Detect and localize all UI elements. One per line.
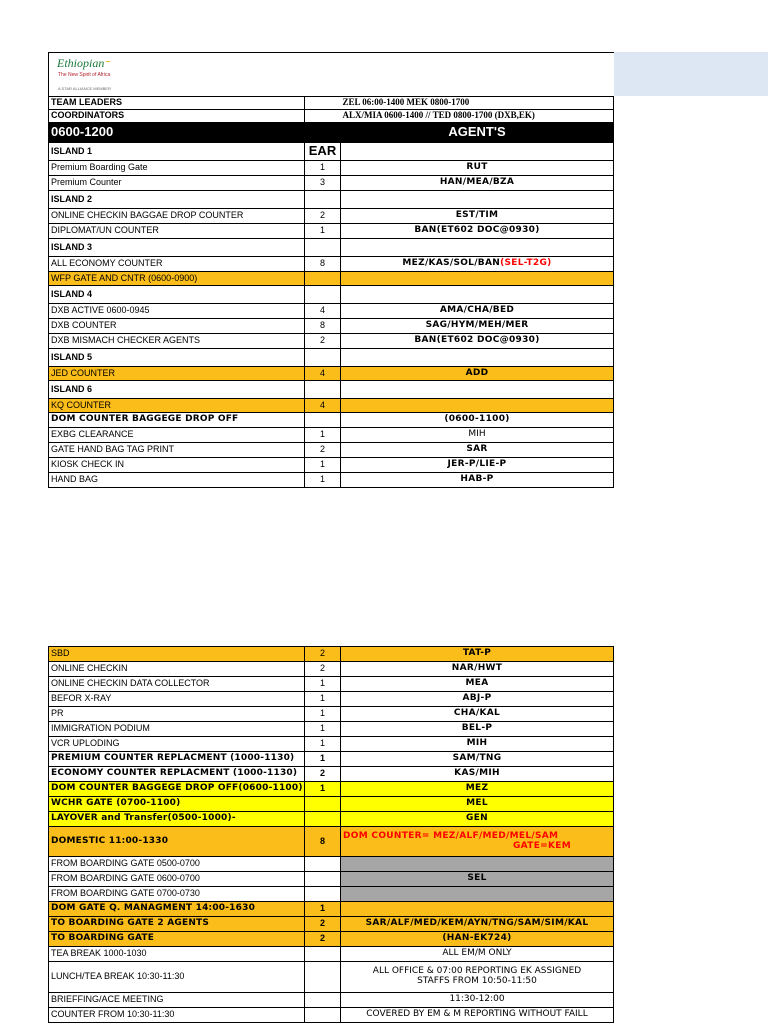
count-cell <box>305 872 341 887</box>
task-cell: IMMIGRATION PODIUM <box>49 722 305 737</box>
agents-cell: SEL <box>341 872 614 887</box>
logo-swoosh-icon: ~ <box>105 57 111 68</box>
table-row <box>49 97 614 110</box>
table-row <box>49 887 614 902</box>
table-row <box>49 962 614 993</box>
task-cell: ECONOMY COUNTER REPLACMENT (1000-1130) <box>49 767 305 782</box>
agents-cell: CHA/KAL <box>341 707 614 722</box>
count-cell: 1 <box>305 224 341 239</box>
agents-cell: ADD <box>341 367 614 381</box>
ethiopian-airlines-logo <box>53 54 145 94</box>
count-cell: 2 <box>305 443 341 458</box>
count-cell: 1 <box>305 902 341 917</box>
count-cell: 1 <box>305 692 341 707</box>
task-cell: BRIEFFING/ACE MEETING <box>49 993 305 1008</box>
count-cell: 1 <box>305 722 341 737</box>
task-cell: ONLINE CHECKIN BAGGAE DROP COUNTER <box>49 209 305 224</box>
task-cell: DXB ACTIVE 0600-0945 <box>49 304 305 319</box>
count-cell: 2 <box>305 209 341 224</box>
task-cell: LAYOVER and Transfer(0500-1000)- <box>49 812 305 827</box>
agents-cell: GEN <box>341 812 614 827</box>
task-cell: SBD <box>49 647 305 662</box>
table-row <box>49 857 614 872</box>
task-cell: KQ COUNTER <box>49 399 305 413</box>
roster-table-bottom <box>48 646 614 1023</box>
table-row <box>49 473 614 488</box>
task-cell: ISLAND 6 <box>49 381 305 399</box>
agents-cell: MIH <box>341 428 614 443</box>
agents-cell: (HAN-EK724) <box>341 932 614 947</box>
table-row <box>49 993 614 1008</box>
task-cell: ALL ECONOMY COUNTER <box>49 257 305 272</box>
table-row <box>49 191 614 209</box>
table-row <box>49 872 614 887</box>
agents-cell: TAT-P <box>341 647 614 662</box>
agents-cell: MEZ <box>341 782 614 797</box>
table-row <box>49 123 614 143</box>
table-row <box>49 143 614 161</box>
count-cell <box>305 123 341 143</box>
table-row <box>49 692 614 707</box>
agents-cell: KAS/MIH <box>341 767 614 782</box>
task-cell: TEA BREAK 1000-1030 <box>49 947 305 962</box>
agents-cell <box>341 381 614 399</box>
count-cell: 8 <box>305 319 341 334</box>
count-cell <box>305 191 341 209</box>
agents-cell: (0600-1100) <box>341 413 614 428</box>
table-row <box>49 381 614 399</box>
count-cell <box>305 110 341 123</box>
count-cell <box>305 962 341 993</box>
table-row <box>49 722 614 737</box>
task-cell: ONLINE CHECKIN <box>49 662 305 677</box>
task-cell: FROM BOARDING GATE 0500-0700 <box>49 857 305 872</box>
agents-cell: HAN/MEA/BZA <box>341 176 614 191</box>
agents-cell: BAN(ET602 DOC@0930) <box>341 334 614 349</box>
task-cell: DOM COUNTER BAGGEGE DROP OFF <box>49 413 305 428</box>
roster-table-top <box>48 96 614 488</box>
agents-cell <box>341 857 614 872</box>
count-cell: 4 <box>305 367 341 381</box>
task-cell: KIOSK CHECK IN <box>49 458 305 473</box>
count-cell <box>305 993 341 1008</box>
table-row <box>49 428 614 443</box>
count-cell: 4 <box>305 399 341 413</box>
agents-cell: BAN(ET602 DOC@0930) <box>341 224 614 239</box>
count-cell: 2 <box>305 767 341 782</box>
table-row <box>49 1008 614 1023</box>
agents-cell <box>341 902 614 917</box>
agents-cell: SAM/TNG <box>341 752 614 767</box>
logo-tagline: The New Spirit of Africa <box>58 72 111 78</box>
table-row <box>49 209 614 224</box>
agents-cell: MEL <box>341 797 614 812</box>
agents-cell <box>341 827 614 857</box>
agents-cell: 11:30-12:00 <box>341 993 614 1008</box>
agents-cell: BEL-P <box>341 722 614 737</box>
task-cell: HAND BAG <box>49 473 305 488</box>
count-cell: 2 <box>305 932 341 947</box>
task-cell: COORDINATORS <box>49 110 305 123</box>
table-row <box>49 443 614 458</box>
count-cell <box>305 1008 341 1023</box>
agents-cell: MEA <box>341 677 614 692</box>
task-cell: Premium Boarding Gate <box>49 161 305 176</box>
logo-subline: A STAR ALLIANCE MEMBER <box>58 86 111 91</box>
count-cell <box>305 272 341 286</box>
task-cell: Premium Counter <box>49 176 305 191</box>
count-cell <box>305 413 341 428</box>
agents-cell: COVERED BY EM & M REPORTING WITHOUT FAILL <box>341 1008 614 1023</box>
task-cell: BEFOR X-RAY <box>49 692 305 707</box>
table-row <box>49 110 614 123</box>
count-cell <box>305 857 341 872</box>
count-cell: 1 <box>305 473 341 488</box>
agents-cell: HAB-P <box>341 473 614 488</box>
count-cell: 1 <box>305 428 341 443</box>
table-row <box>49 737 614 752</box>
task-cell: 0600-1200 <box>49 123 305 143</box>
task-cell: ISLAND 3 <box>49 239 305 257</box>
count-cell <box>305 286 341 304</box>
count-cell <box>305 812 341 827</box>
agents-cell <box>341 143 614 161</box>
agents-cell <box>341 239 614 257</box>
task-cell: ISLAND 2 <box>49 191 305 209</box>
agents-cell: EST/TIM <box>341 209 614 224</box>
count-cell <box>305 381 341 399</box>
count-cell <box>305 947 341 962</box>
task-cell: WFP GATE AND CNTR (0600-0900) <box>49 272 305 286</box>
table-row <box>49 399 614 413</box>
task-cell: PREMIUM COUNTER REPLACMENT (1000-1130) <box>49 752 305 767</box>
table-row <box>49 827 614 857</box>
count-cell: 8 <box>305 827 341 857</box>
count-cell: 1 <box>305 161 341 176</box>
task-cell: VCR UPLODING <box>49 737 305 752</box>
agents-cell: ABJ-P <box>341 692 614 707</box>
table-row <box>49 304 614 319</box>
agents-remark: (SEL-T2G) <box>500 258 552 269</box>
agents-line-1: DOM COUNTER= MEZ/ALF/MED/MEL/SAM <box>343 830 559 841</box>
agents-cell <box>341 887 614 902</box>
table-row <box>49 257 614 272</box>
task-cell: DIPLOMAT/UN COUNTER <box>49 224 305 239</box>
task-cell: ISLAND 4 <box>49 286 305 304</box>
table-row <box>49 367 614 381</box>
count-cell: 2 <box>305 662 341 677</box>
agents-cell: SAG/HYM/MEH/MER <box>341 319 614 334</box>
agents-line-2: GATE=KEM <box>513 840 571 851</box>
table-row <box>49 334 614 349</box>
table-row <box>49 707 614 722</box>
count-cell: 4 <box>305 304 341 319</box>
table-row <box>49 161 614 176</box>
task-cell: EXBG CLEARANCE <box>49 428 305 443</box>
task-cell: ONLINE CHECKIN DATA COLLECTOR <box>49 677 305 692</box>
logo-wordmark: Ethiopian <box>57 56 105 70</box>
task-cell: DOMESTIC 11:00-1330 <box>49 827 305 857</box>
count-cell: EAR <box>305 143 341 161</box>
task-cell: ISLAND 1 <box>49 143 305 161</box>
agents-cell <box>341 962 614 993</box>
task-cell: FROM BOARDING GATE 0700-0730 <box>49 887 305 902</box>
count-cell: 2 <box>305 334 341 349</box>
agents-cell <box>341 349 614 367</box>
task-cell: DXB MISMACH CHECKER AGENTS <box>49 334 305 349</box>
table-row <box>49 677 614 692</box>
count-cell <box>305 97 341 110</box>
count-cell: 3 <box>305 176 341 191</box>
table-row <box>49 413 614 428</box>
task-cell: GATE HAND BAG TAG PRINT <box>49 443 305 458</box>
count-cell: 1 <box>305 707 341 722</box>
count-cell: 1 <box>305 677 341 692</box>
count-cell: 2 <box>305 647 341 662</box>
task-cell: PR <box>49 707 305 722</box>
agents-cell: JER-P/LIE-P <box>341 458 614 473</box>
agents-cell: MIH <box>341 737 614 752</box>
table-row <box>49 782 614 797</box>
task-cell: COUNTER FROM 10:30-11:30 <box>49 1008 305 1023</box>
table-row <box>49 752 614 767</box>
task-cell: TEAM LEADERS <box>49 97 305 110</box>
table-row <box>49 349 614 367</box>
task-cell: DOM COUNTER BAGGEGE DROP OFF(0600-1100) <box>49 782 305 797</box>
task-cell: DXB COUNTER <box>49 319 305 334</box>
task-cell: DOM GATE Q. MANAGMENT 14:00-1630 <box>49 902 305 917</box>
table-row <box>49 917 614 932</box>
table-row <box>49 319 614 334</box>
count-cell <box>305 887 341 902</box>
agents-cell <box>341 286 614 304</box>
agents-cell: ALX/MIA 0600-1400 // TED 0800-1700 (DXB,EK) <box>341 110 614 123</box>
agents-cell: AMA/CHA/BED <box>341 304 614 319</box>
agents-cell: ZEL 06:00-1400 MEK 0800-1700 <box>341 97 614 110</box>
agents-cell: NAR/HWT <box>341 662 614 677</box>
table-row <box>49 932 614 947</box>
agents-cell <box>341 272 614 286</box>
count-cell: 1 <box>305 782 341 797</box>
agents-cell <box>341 257 614 272</box>
agents-cell: SAR/ALF/MED/KEM/AYN/TNG/SAM/SIM/KAL <box>341 917 614 932</box>
task-cell: WCHR GATE (0700-1100) <box>49 797 305 812</box>
task-cell: FROM BOARDING GATE 0600-0700 <box>49 872 305 887</box>
agents-cell <box>341 191 614 209</box>
table-row <box>49 767 614 782</box>
agents-cell <box>341 399 614 413</box>
task-cell: JED COUNTER <box>49 367 305 381</box>
count-cell: 1 <box>305 458 341 473</box>
table-row <box>49 647 614 662</box>
task-cell: LUNCH/TEA BREAK 10:30-11:30 <box>49 962 305 993</box>
agents-cell: SAR <box>341 443 614 458</box>
count-cell: 1 <box>305 752 341 767</box>
count-cell <box>305 797 341 812</box>
count-cell <box>305 349 341 367</box>
table-row <box>49 902 614 917</box>
task-cell: TO BOARDING GATE 2 AGENTS <box>49 917 305 932</box>
agents-line-1: ALL OFFICE & 07:00 REPORTING EK ASSIGNED <box>372 966 582 977</box>
table-row <box>49 272 614 286</box>
table-row <box>49 224 614 239</box>
table-row <box>49 797 614 812</box>
table-row <box>49 662 614 677</box>
count-cell: 1 <box>305 737 341 752</box>
agents-cell: AGENT'S <box>341 123 614 143</box>
agents-line-2: STAFFS FROM 10:50-11:50 <box>417 976 537 986</box>
task-cell: TO BOARDING GATE <box>49 932 305 947</box>
table-row <box>49 239 614 257</box>
table-row <box>49 176 614 191</box>
agents-cell: RUT <box>341 161 614 176</box>
count-cell: 2 <box>305 917 341 932</box>
table-row <box>49 947 614 962</box>
agents-cell: ALL EM/M ONLY <box>341 947 614 962</box>
table-row <box>49 286 614 304</box>
task-cell: ISLAND 5 <box>49 349 305 367</box>
count-cell: 8 <box>305 257 341 272</box>
agents-text: MEZ/KAS/SOL/BAN <box>402 258 501 269</box>
table-row <box>49 812 614 827</box>
count-cell <box>305 239 341 257</box>
table-row <box>49 458 614 473</box>
